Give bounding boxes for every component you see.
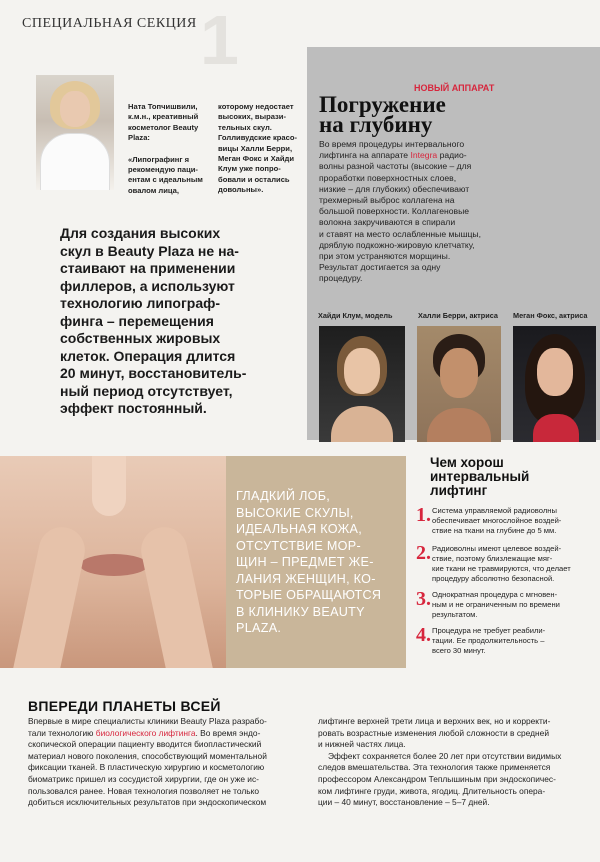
body-line: Впервые в мире специалисты клиники Beauty Plaza разрабо-	[28, 716, 267, 726]
quote-line: бовали и остались	[218, 174, 290, 184]
body-line: Результат достигается за одну	[319, 262, 441, 273]
why-title-line: лифтинг	[430, 483, 488, 498]
lead-line: финга – перемещения	[60, 312, 214, 329]
body-line: проработки поверхностных слоев,	[319, 172, 457, 183]
tan-line: В КЛИНИКУ BEAUTY	[236, 604, 365, 619]
why-line: кие ткани не травмируются, что делает	[432, 564, 571, 573]
why-line: обеспечивает многослойное воздей-	[432, 516, 562, 525]
lead-line: стаивают на применении	[60, 260, 236, 276]
body-text-span: тали технологию	[28, 727, 96, 738]
tan-line: ТОРЫЕ ОБРАЩАЮТСЯ	[236, 588, 382, 602]
quote-line: овалом лица,	[128, 185, 180, 195]
quote-line: ентам с идеальным	[128, 175, 203, 185]
why-number: 4.	[416, 624, 431, 646]
why-line: ствие, поэтому близлежащие мяг-	[432, 554, 553, 563]
ghost-page-number: 1	[200, 1, 243, 79]
new-device-headline	[319, 92, 519, 137]
celeb-photo-fox	[513, 326, 596, 442]
tan-line: PLAZA.	[236, 621, 282, 635]
lead-line: скул в Beauty Plaza не на-	[60, 242, 239, 259]
body-line: трехмерный выброс коллагена на	[319, 195, 455, 206]
body-line: и нижней частях лица.	[318, 739, 406, 750]
why-title-line: интервальный	[430, 469, 530, 484]
why-line: ствие на ткани на глубине до 5 мм.	[432, 526, 557, 535]
body-line: процедуру.	[319, 273, 363, 284]
why-line: процедуру абсолютно безопасной.	[432, 574, 555, 583]
why-line: Процедура не требует реабили-	[432, 626, 546, 635]
bottom-article-title: ВПЕРЕДИ ПЛАНЕТЫ ВСЕЙ	[28, 698, 221, 714]
quote-line: которому недостает	[218, 102, 294, 111]
why-line: Радиоволны имеют целевое воздей-	[432, 544, 562, 553]
why-text	[432, 590, 594, 620]
why-number: 1.	[416, 504, 431, 526]
body-line: низкие – для глубоких) обеспечивают	[319, 183, 470, 194]
body-line: волны разной частоты (высокие – для	[319, 161, 472, 172]
body-line: при этом устраняются морщины.	[319, 251, 451, 262]
body-text-span: радио-	[437, 150, 467, 161]
tan-line: ОТСУТСТВИЕ МОР-	[236, 538, 361, 553]
body-line: большой поверхности. Коллагеновые	[319, 206, 470, 217]
headline-line: на глубину	[319, 112, 433, 137]
quote-line: Клум уже попро-	[218, 164, 281, 174]
lead-line: Для создания высоких	[60, 225, 221, 241]
body-line: и ставят на место ослабленные мышцы,	[319, 228, 481, 239]
expert-bio	[128, 102, 216, 196]
body-line: профессором Александром Теплышиным при эндоскопичес-	[318, 773, 556, 784]
body-line: Во время процедуры интервального	[319, 139, 465, 149]
bio-line: косметолог Beauty	[128, 122, 199, 132]
body-line: лифтинге верхней трети лица и верхних век, но и корректи-	[318, 716, 551, 726]
quote-line: вицы Халли Берри,	[218, 143, 293, 153]
new-device-body	[319, 139, 509, 285]
tan-line: ВЫСОКИЕ СКУЛЫ,	[236, 505, 354, 520]
body-text-span: лифтинга на аппарате	[319, 150, 411, 161]
brand-integra: Integra	[410, 150, 438, 161]
why-number: 2.	[416, 542, 431, 564]
celeb-caption-klum: Хайди Клум, модель	[318, 311, 393, 320]
tan-line: ЩИН – ПРЕДМЕТ ЖЕ-	[236, 555, 374, 569]
tan-line: ЛАНИЯ ЖЕНЩИН, КО-	[236, 571, 376, 586]
bottom-article-col2	[318, 716, 594, 809]
bottom-article-col1	[28, 716, 318, 809]
lead-paragraph	[60, 225, 298, 418]
quote-line: рекомендую паци-	[128, 165, 198, 175]
lead-line: клеток. Операция длится	[60, 347, 236, 364]
body-line: ровать возрастные изменения любой сложности в средней	[318, 727, 549, 738]
body-line: ции – 40 минут, восстановление – 5–7 дней.	[318, 797, 490, 808]
quote-line: Меган Фокс и Хайди	[218, 154, 295, 164]
body-line	[28, 728, 318, 740]
why-title	[430, 456, 590, 498]
lead-line: филлеров, а используют	[60, 277, 235, 294]
lead-line: 20 минут, восстановитель-	[60, 365, 247, 381]
expert-quote-continued	[218, 102, 308, 196]
celeb-caption-berry: Халли Берри, актриса	[418, 311, 498, 320]
bio-line: к.м.н., креативный	[128, 112, 199, 122]
why-text	[432, 506, 594, 536]
quote-line: довольны».	[218, 185, 264, 195]
body-line: следов вмешательства. Эта технология также применяется	[318, 762, 551, 773]
celeb-photo-berry	[417, 326, 501, 442]
body-line: добиться исключительных результатов при эндоскопическом	[28, 797, 267, 808]
lead-line: эффект постоянный.	[60, 400, 207, 416]
celeb-caption-fox: Меган Фокс, актриса	[513, 311, 588, 320]
headline-line: Погружение	[319, 92, 446, 117]
expert-portrait	[36, 75, 114, 190]
body-line: пользовался ранее. Новая технология позволяет не только	[28, 785, 260, 796]
why-text	[432, 544, 594, 584]
bio-line: Ната Топчишвили,	[128, 102, 198, 111]
quote-line: Голливудские красо-	[218, 133, 298, 143]
face-hands-photo	[0, 456, 226, 668]
why-title-line: Чем хорош	[430, 455, 504, 470]
tan-quote-text	[236, 488, 401, 637]
why-text	[432, 626, 594, 656]
quote-line: тельных скул.	[218, 122, 272, 132]
why-line: тации. Ее продолжительность –	[432, 636, 545, 645]
why-line: Однократная процедура с мгновен-	[432, 590, 558, 599]
why-line: ным и не ограниченным по времени	[432, 600, 560, 609]
body-line: ком лифтинге груди, живота, ягодиц. Длительность опера-	[318, 785, 546, 796]
bio-line: Plaza:	[128, 133, 150, 143]
tan-line: ГЛАДКИЙ ЛОБ,	[236, 489, 331, 503]
tan-line: ИДЕАЛЬНАЯ КОЖА,	[236, 522, 363, 536]
why-number: 3.	[416, 588, 431, 610]
body-line: фиксации тканей. В пластическую хирургию и косметологию	[28, 762, 265, 773]
body-line: волокна закручиваются в спирали	[319, 217, 456, 228]
new-device-kicker: НОВЫЙ АППАРАТ	[414, 83, 495, 93]
bio-lifting-highlight: биологического лифтинга	[95, 727, 196, 738]
celeb-photo-klum	[319, 326, 405, 442]
why-line: результатом.	[432, 610, 478, 619]
why-line: Система управляемой радиоволны	[432, 506, 557, 515]
body-text-span: . Во время эндо-	[195, 727, 261, 738]
section-tag: СПЕЦИАЛЬНАЯ СЕКЦИЯ	[22, 16, 197, 31]
quote-line: «Липографинг я	[128, 154, 190, 164]
body-line: материал нового поколения, способствующий моментальной	[28, 750, 267, 761]
body-line: биоматрикс пришел из сосудистой хирургии, где он уже ис-	[28, 773, 259, 784]
lead-line: собственных жировых	[60, 330, 221, 346]
body-line: Эффект сохраняется более 20 лет при отсутствии видимых	[328, 750, 562, 761]
why-line: всего 30 минут.	[432, 646, 486, 655]
lead-line: ный период отсутствует,	[60, 382, 233, 399]
body-line	[319, 150, 509, 161]
quote-line: высоких, вырази-	[218, 112, 287, 122]
body-line: скопической операции пациенту вводится биопластический	[28, 739, 262, 750]
lead-line: технологию липограф-	[60, 295, 221, 311]
body-line: дряблую подкожно-жировую клетчатку,	[319, 239, 475, 250]
